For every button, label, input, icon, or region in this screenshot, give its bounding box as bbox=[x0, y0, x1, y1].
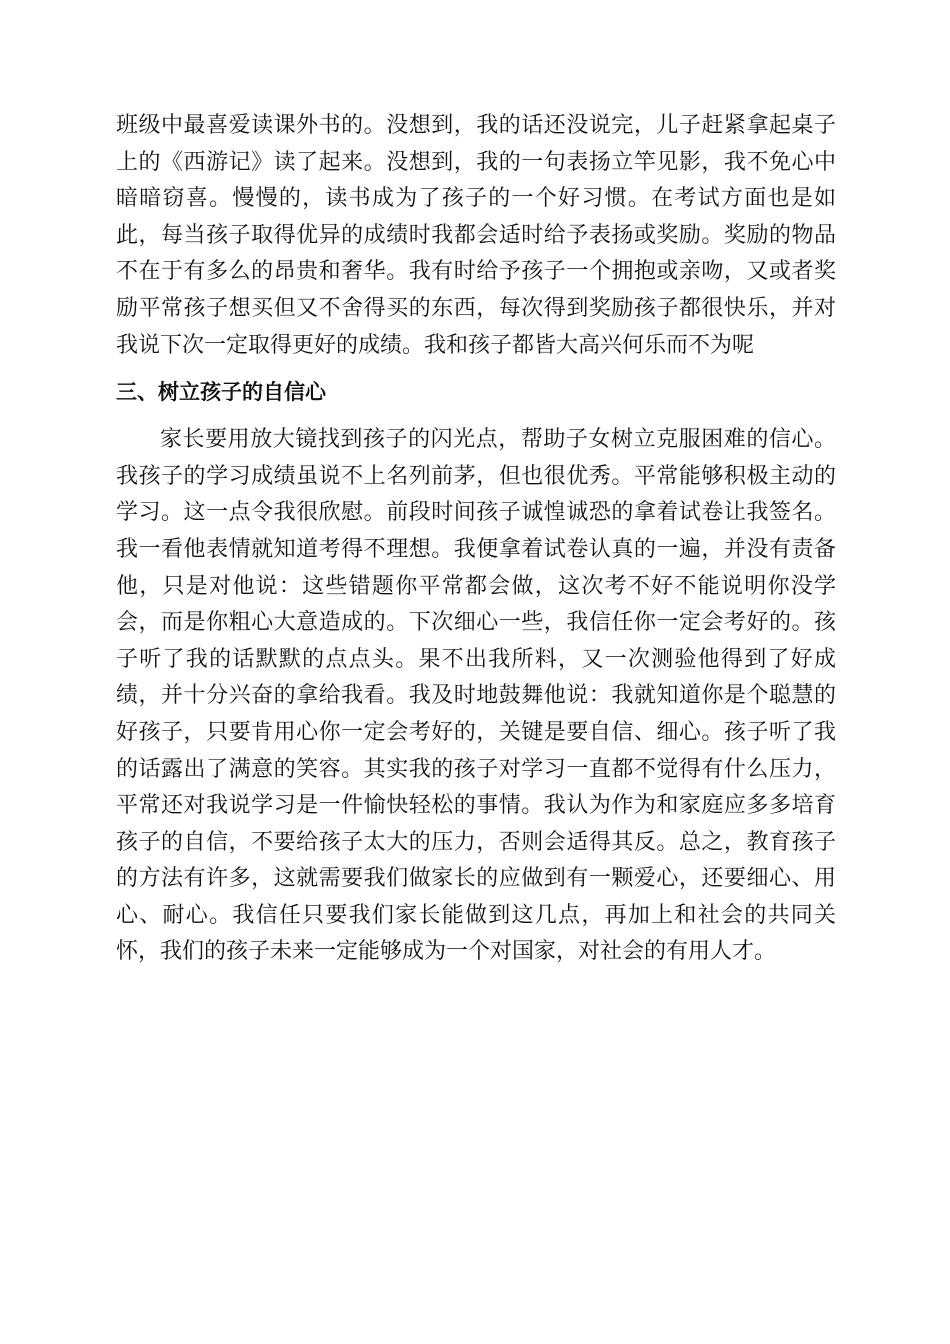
document-page bbox=[116, 108, 836, 971]
body-paragraph: 班级中最喜爱读课外书的。没想到，我的话还没说完，儿子赶紧拿起桌子上的《西游记》读了起来。没想到，我的一句表扬立竿见影，我不免心中暗暗窃喜。慢慢的，读书成为了孩子的一个好习惯。在考试方面也是如此，每当孩子取得优异的成绩时我都会适时给予表扬或奖励。奖励的物品不在于有多么的昂贵和奢华。我有时给予孩子一个拥抱或亲吻，又或者奖励平常孩子想买但又不舍得买的东西，每次得到奖励孩子都很快乐，并对我说下次一定取得更好的成绩。我和孩子都皆大高兴何乐而不为呢 bbox=[116, 113, 836, 358]
section-heading: 三、树立孩子的自信心 bbox=[116, 380, 326, 405]
body-paragraph: 家长要用放大镜找到孩子的闪光点，帮助子女树立克服困难的信心。我孩子的学习成绩虽说不上名列前茅，但也很优秀。平常能够积极主动的学习。这一点令我很欣慰。前段时间孩子诚惶诚恐的拿着试卷让我签名。我一看他表情就知道考得不理想。我便拿着试卷认真的一遍，并没有责备他，只是对他说：这些错题你平常都会做，这次考不好不能说明你没学会，而是你粗心大意造成的。下次细心一些，我信任你一定会考好的。孩子听了我的话默默的点点头。果不出我所料，又一次测验他得到了好成绩，并十分兴奋的拿给我看。我及时地鼓舞他说：我就知道你是个聪慧的好孩子，只要肯用心你一定会考好的，关键是要自信、细心。孩子听了我的话露出了满意的笑容。其实我的孩子对学习一直都不觉得有什么压力，平常还对我说学习是一件愉快轻松的事情。我认为作为和家庭应多多培育孩子的自信，不要给孩子太大的压力，否则会适得其反。总之，教育孩子的方法有许多，这就需要我们做家长的应做到有一颗爱心，还要细心、用心、耐心。我信任只要我们家长能做到这几点，再加上和社会的共同关怀，我们的孩子未来一定能够成为一个对国家，对社会的有用人才。 bbox=[116, 427, 836, 965]
